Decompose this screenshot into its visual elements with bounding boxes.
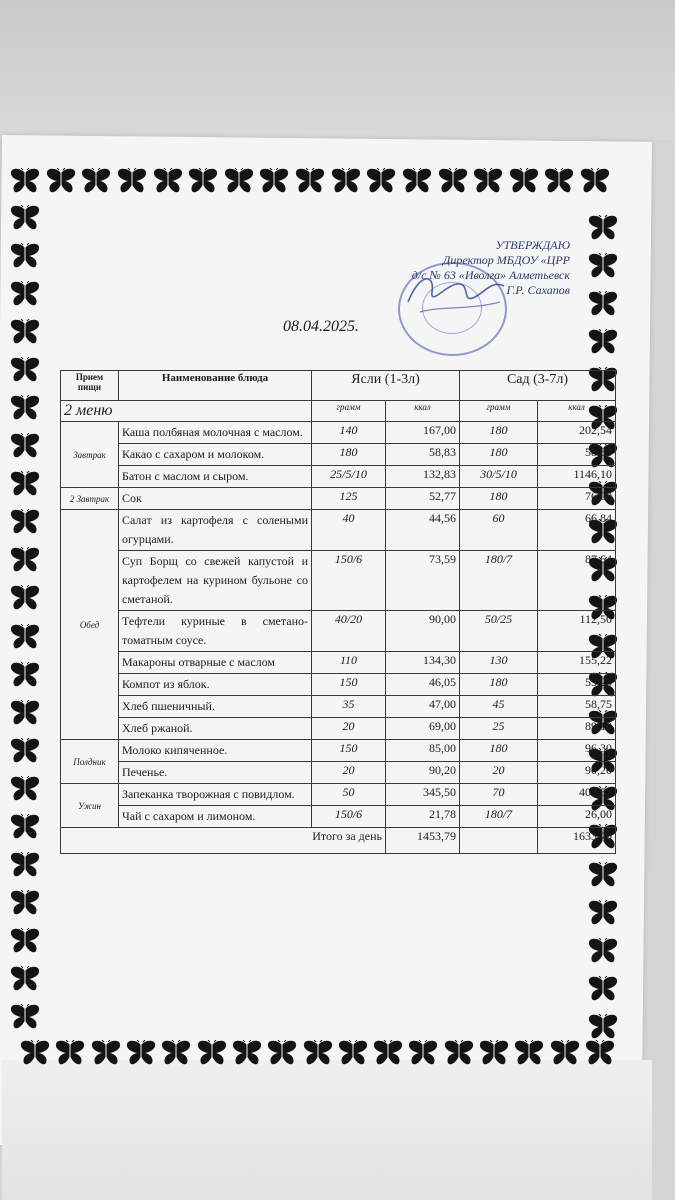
menu-table [60,370,616,854]
unit-gram: грамм [312,401,386,422]
butterfly-icon [197,1040,227,1066]
butterfly-icon [402,168,432,194]
portion-nursery: 140 [312,422,386,444]
kcal-nursery: 52,77 [386,488,460,510]
dish-name: Салат из картофеля с солеными огурцами. [119,510,312,551]
kcal-kindergarten: 202,54 [538,422,616,444]
butterfly-icon [331,168,361,194]
butterfly-icon [188,168,218,194]
butterfly-icon [588,1014,618,1040]
kcal-kindergarten: 402,50 [538,784,616,806]
meal-name: Обед [61,510,119,740]
butterfly-icon [10,509,40,535]
dish-name: Тефтели куриные в сметано-томатным соусе. [119,611,312,652]
menu-date: 08.04.2025. [283,318,359,335]
butterfly-icon [10,471,40,497]
portion-nursery: 25/5/10 [312,466,386,488]
portion-kindergarten: 60 [460,510,538,551]
table-row [61,444,616,466]
dish-name: Запеканка творожная с повидлом. [119,784,312,806]
meal-name: Ужин [61,784,119,828]
kcal-kindergarten: 87,64 [538,551,616,611]
dish-name: Печенье. [119,762,312,784]
butterfly-icon [81,168,111,194]
butterfly-icon [153,168,183,194]
butterfly-icon [10,168,40,194]
portion-nursery: 40/20 [312,611,386,652]
portion-kindergarten: 130 [460,652,538,674]
butterfly-border-top [10,168,610,194]
butterfly-icon [509,168,539,194]
kcal-nursery: 47,00 [386,696,460,718]
butterfly-icon [295,168,325,194]
portion-kindergarten: 70 [460,784,538,806]
butterfly-icon [10,281,40,307]
butterfly-icon [550,1040,580,1066]
butterfly-icon [588,900,618,926]
menu-variant-label: 2 меню [61,401,312,422]
portion-kindergarten: 180/7 [460,551,538,611]
butterfly-icon [126,1040,156,1066]
portion-nursery: 50 [312,784,386,806]
butterfly-icon [10,1004,40,1030]
dish-column-header: Наименование блюда [119,371,312,401]
butterfly-icon [588,976,618,1002]
dish-name: Сок [119,488,312,510]
table-row [61,762,616,784]
total-kcal-nursery: 1453,79 [386,828,460,854]
dish-name: Молоко кипяченное. [119,740,312,762]
table-row [61,718,616,740]
portion-nursery: 150/6 [312,806,386,828]
butterfly-icon [161,1040,191,1066]
butterfly-icon [10,547,40,573]
nursery-group-header: Ясли (1-3л) [312,371,460,401]
butterfly-icon [10,966,40,992]
butterfly-icon [588,215,618,241]
portion-kindergarten: 180 [460,444,538,466]
kcal-kindergarten: 1146,10 [538,466,616,488]
dish-name: Каша полбяная молочная с маслом. [119,422,312,444]
butterfly-icon [10,395,40,421]
portion-kindergarten: 25 [460,718,538,740]
meal-name: Завтрак [61,422,119,488]
portion-nursery: 125 [312,488,386,510]
table-row [61,611,616,652]
portion-kindergarten: 180/7 [460,806,538,828]
kcal-nursery: 85,00 [386,740,460,762]
table-row [61,510,616,551]
kcal-kindergarten: 112,50 [538,611,616,652]
butterfly-icon [10,852,40,878]
butterfly-icon [10,700,40,726]
meal-column-header: Прием пищи [61,371,119,401]
kcal-kindergarten: 96,30 [538,740,616,762]
unit-kcal: ккал [538,401,616,422]
kcal-nursery: 46,05 [386,674,460,696]
butterfly-icon [91,1040,121,1066]
butterfly-icon [10,357,40,383]
portion-nursery: 150 [312,674,386,696]
table-row [61,784,616,806]
table-row [61,466,616,488]
portion-nursery: 180 [312,444,386,466]
portion-kindergarten: 30/5/10 [460,466,538,488]
portion-nursery: 35 [312,696,386,718]
butterfly-icon [585,1040,615,1066]
butterfly-icon [588,291,618,317]
approval-signer: Г.Р. Сахапов [506,283,570,297]
unit-kcal: ккал [386,401,460,422]
portion-nursery: 20 [312,762,386,784]
table-row [61,422,616,444]
butterfly-icon [259,168,289,194]
photo-background [0,0,675,140]
butterfly-icon [514,1040,544,1066]
paper-sheet-lower [2,1060,652,1200]
kcal-nursery: 167,00 [386,422,460,444]
table-row [61,806,616,828]
table-row [61,551,616,611]
butterfly-icon [232,1040,262,1066]
butterfly-border-bottom [20,1040,615,1066]
butterfly-icon [10,814,40,840]
butterfly-icon [366,168,396,194]
butterfly-icon [588,329,618,355]
portion-kindergarten: 20 [460,762,538,784]
butterfly-icon [580,168,610,194]
portion-kindergarten: 180 [460,674,538,696]
kindergarten-group-header: Сад (3-7л) [460,371,616,401]
butterfly-icon [10,890,40,916]
dish-name: Хлеб пшеничный. [119,696,312,718]
kcal-kindergarten: 66,84 [538,510,616,551]
dish-name: Хлеб ржаной. [119,718,312,740]
kcal-nursery: 345,50 [386,784,460,806]
total-empty-cell [460,828,538,854]
butterfly-icon [10,243,40,269]
butterfly-icon [479,1040,509,1066]
butterfly-border-left [10,205,40,1030]
butterfly-icon [10,738,40,764]
meal-name: 2 Завтрак [61,488,119,510]
table-row [61,674,616,696]
butterfly-icon [10,319,40,345]
portion-nursery: 150 [312,740,386,762]
dish-name: Чай с сахаром и лимоном. [119,806,312,828]
portion-kindergarten: 180 [460,488,538,510]
kcal-nursery: 90,20 [386,762,460,784]
approval-position: Директор МБДОУ «ЦРР [442,253,570,267]
butterfly-icon [117,168,147,194]
dish-name: Суп Борщ со свежей капустой и картофелем на курином бульоне со сметаной. [119,551,312,611]
approval-organization: д/с № 63 «Иволга» Алметьевск [411,268,570,282]
butterfly-icon [544,168,574,194]
butterfly-icon [338,1040,368,1066]
butterfly-icon [10,624,40,650]
dish-name: Макароны отварные с маслом [119,652,312,674]
butterfly-icon [10,205,40,231]
table-row [61,696,616,718]
kcal-nursery: 69,00 [386,718,460,740]
portion-kindergarten: 45 [460,696,538,718]
butterfly-icon [473,168,503,194]
kcal-kindergarten: 55,25 [538,674,616,696]
kcal-nursery: 44,56 [386,510,460,551]
butterfly-icon [303,1040,333,1066]
butterfly-icon [373,1040,403,1066]
butterfly-icon [10,433,40,459]
butterfly-icon [55,1040,85,1066]
kcal-kindergarten: 89,10 [538,718,616,740]
portion-nursery: 150/6 [312,551,386,611]
portion-kindergarten: 180 [460,740,538,762]
butterfly-icon [10,776,40,802]
approval-title: УТВЕРЖДАЮ [495,238,570,252]
butterfly-icon [224,168,254,194]
kcal-nursery: 21,78 [386,806,460,828]
dish-name: Какао с сахаром и молоком. [119,444,312,466]
table-row [61,740,616,762]
portion-kindergarten: 180 [460,422,538,444]
butterfly-icon [408,1040,438,1066]
kcal-kindergarten: 155,22 [538,652,616,674]
portion-nursery: 40 [312,510,386,551]
approval-block [370,238,570,298]
butterfly-icon [588,938,618,964]
kcal-nursery: 90,00 [386,611,460,652]
butterfly-icon [10,585,40,611]
butterfly-icon [10,928,40,954]
butterfly-icon [588,862,618,888]
portion-kindergarten: 50/25 [460,611,538,652]
kcal-kindergarten: 58,83 [538,444,616,466]
kcal-nursery: 58,83 [386,444,460,466]
total-kcal-kindergarten: 1633,70 [538,828,616,854]
butterfly-icon [444,1040,474,1066]
table-row [61,488,616,510]
butterfly-icon [46,168,76,194]
dish-name: Компот из яблок. [119,674,312,696]
kcal-kindergarten: 76,00 [538,488,616,510]
kcal-kindergarten: 90,20 [538,762,616,784]
kcal-nursery: 132,83 [386,466,460,488]
kcal-nursery: 73,59 [386,551,460,611]
portion-nursery: 20 [312,718,386,740]
butterfly-icon [10,662,40,688]
butterfly-icon [20,1040,50,1066]
meal-name: Полдник [61,740,119,784]
dish-name: Батон с маслом и сыром. [119,466,312,488]
butterfly-icon [588,253,618,279]
kcal-kindergarten: 26,00 [538,806,616,828]
kcal-kindergarten: 58,75 [538,696,616,718]
butterfly-icon [438,168,468,194]
kcal-nursery: 134,30 [386,652,460,674]
total-label: Итого за день [61,828,386,854]
unit-gram: грамм [460,401,538,422]
butterfly-icon [267,1040,297,1066]
table-row [61,652,616,674]
portion-nursery: 110 [312,652,386,674]
